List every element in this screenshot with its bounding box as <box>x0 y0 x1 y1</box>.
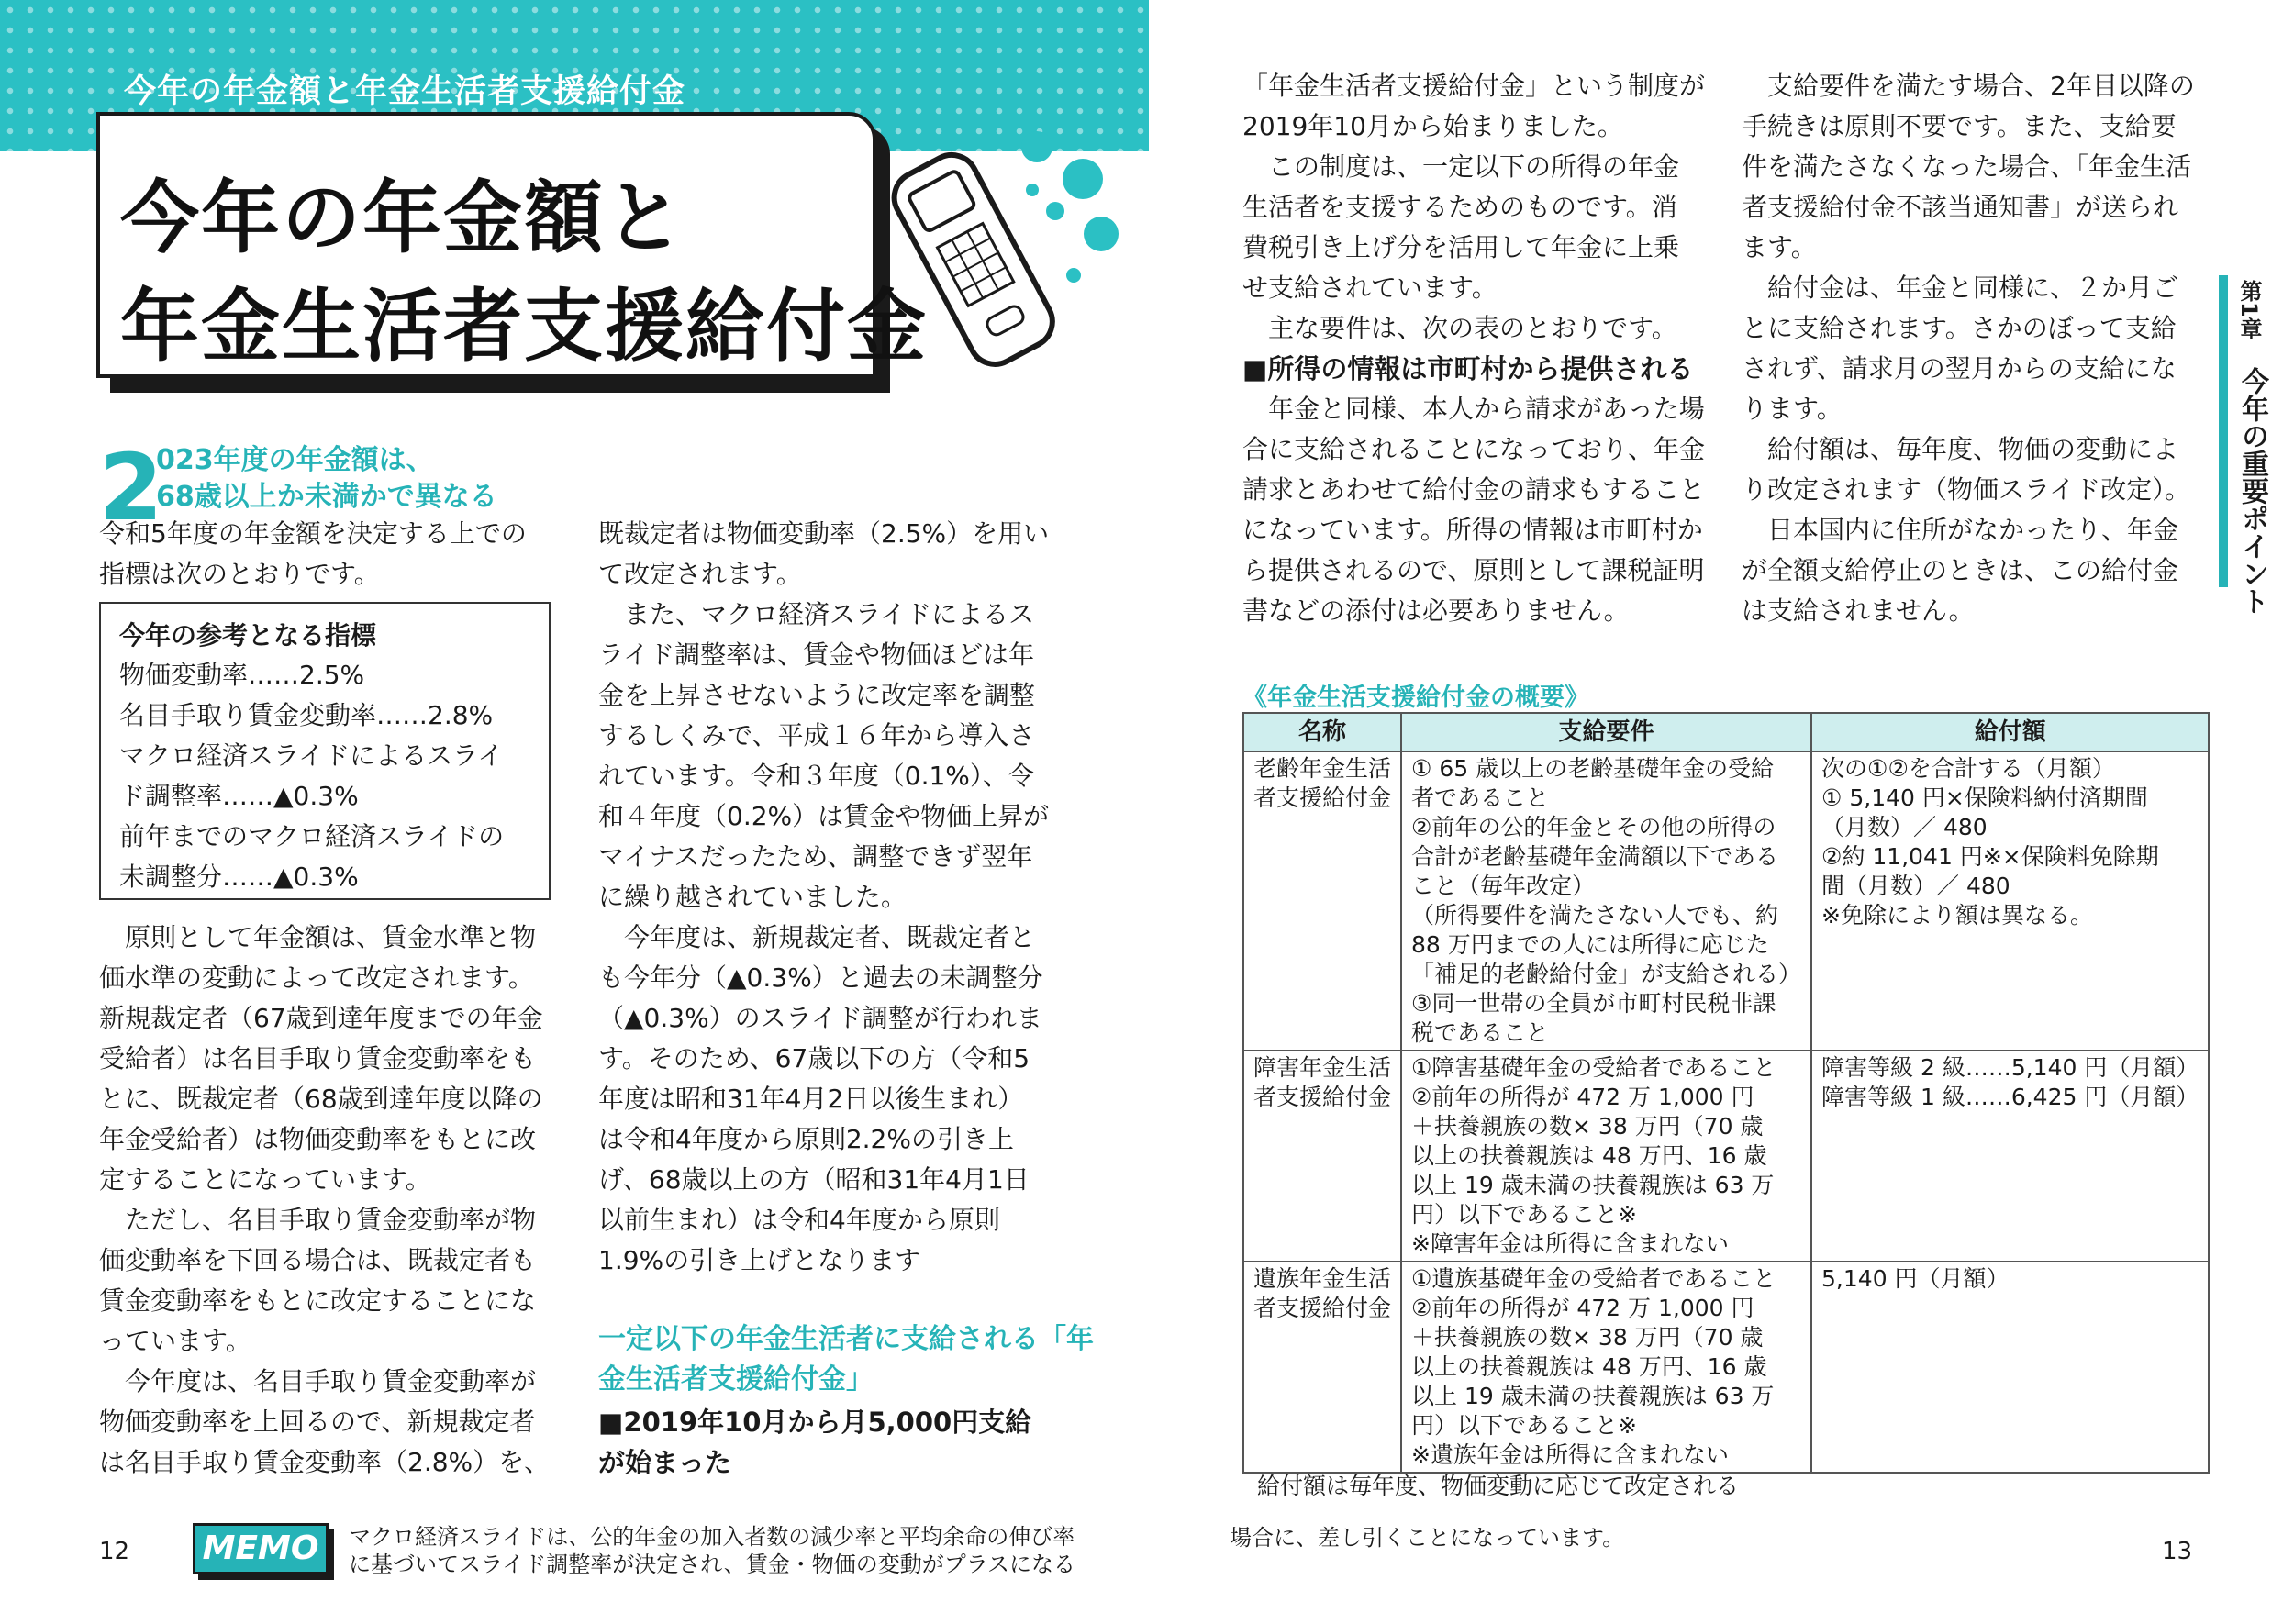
text-line: 指標は次のとおりです。 <box>99 559 380 589</box>
text-line: されず、請求月の翌月からの支給にな <box>1742 353 2177 384</box>
text-line: せ支給されています。 <box>1242 273 1498 303</box>
chapter-label: 今年の重要ポイント <box>2236 367 2268 615</box>
text-line: っています。 <box>99 1326 251 1356</box>
page-number-left: 12 <box>99 1538 130 1565</box>
text-line: 1.9%の引き上げとなります <box>598 1245 921 1275</box>
cell-name <box>1243 1262 1401 1473</box>
text-line: マイナスだったため、調整できず翌年 <box>598 841 1033 872</box>
text-line: ライド調整率は、賃金や物価ほどは年 <box>598 640 1035 670</box>
cell-line: ＋扶養親族の数× 38 万円（70 歳 <box>1411 1113 1764 1140</box>
section-number: 2 <box>99 434 163 541</box>
index-item: マクロ経済スライドによるスライ <box>119 740 504 771</box>
text-line: す。そのため、67歳以下の方（令和5 <box>598 1043 1030 1073</box>
cell-line: 遺族年金生活 <box>1253 1265 1392 1292</box>
cell-amount <box>1811 1051 2209 1262</box>
text-line: 給付額は、毎年度、物価の変動によ <box>1742 434 2179 464</box>
text-line: て改定されます。 <box>598 559 802 589</box>
cell-line: 障害等級 1 級……6,425 円（月額） <box>1821 1084 2199 1110</box>
page-title-line1: 今年の年金額と <box>120 172 685 264</box>
text-line: 生活者を支援するためのものです。消 <box>1242 192 1677 222</box>
index-item: 未調整分……▲0.3% <box>119 862 359 892</box>
text-line: 今年度は、新規裁定者、既裁定者と <box>598 922 1036 952</box>
memo-continuation: 場合に、差し引くことになっています。 <box>1230 1525 1625 1551</box>
table-row <box>1243 1051 2209 1262</box>
text-line: 者支援給付金不該当通知書」が送られ <box>1742 192 2179 222</box>
text-line: 給付金は、年金と同様に、２か月ご <box>1742 273 2179 303</box>
phone-illustration <box>876 115 1119 381</box>
intro-paragraph <box>99 514 527 595</box>
text-line: 定することになっています。 <box>99 1164 431 1195</box>
text-line: 金を上昇させないように改定率を調整 <box>598 680 1036 710</box>
cell-line: 者支援給付金 <box>1253 1295 1392 1321</box>
cell-line: 者であること <box>1411 784 1550 811</box>
column-header: 名称 <box>1243 713 1401 751</box>
cell-requirement <box>1401 1262 1811 1473</box>
cell-line: ②前年の公的年金とその他の所得の <box>1411 814 1776 840</box>
cell-line: ②前年の所得が 472 万 1,000 円 <box>1411 1295 1754 1321</box>
right-col2-body <box>1742 66 2195 631</box>
right-col1-subheading: ■所得の情報は市町村から提供される <box>1242 353 1694 384</box>
deco-bubble <box>1066 268 1081 283</box>
section-heading-line1: 023年度の年金額は、 <box>156 444 434 476</box>
text-line: れています。令和３年度（0.1%）、令 <box>598 761 1034 791</box>
deco-bubble <box>1084 217 1119 251</box>
cell-line: 間（月数）／ 480 <box>1821 873 2010 899</box>
band-title: 今年の年金額と年金生活者支援給付金 <box>124 73 686 110</box>
column-header: 支給要件 <box>1401 713 1811 751</box>
section2-sub-line2: が始まった <box>598 1447 732 1478</box>
text-line: ます。 <box>1742 232 1817 262</box>
text-line: 2019年10月から始まりました。 <box>1242 111 1623 141</box>
text-line: 受給者）は名目手取り賃金変動率をも <box>99 1043 537 1073</box>
text-line: 年度は昭和31年4月2日以後生まれ） <box>598 1084 1024 1114</box>
cell-line: 以上の扶養親族は 48 万円、16 歳 <box>1411 1353 1767 1380</box>
left-col2-body <box>598 514 1049 1281</box>
cell-line: 者支援給付金 <box>1253 1084 1392 1110</box>
phone-body <box>885 146 1062 373</box>
left-col1-body <box>99 918 550 1483</box>
right-col1-body <box>1242 66 1705 631</box>
chapter-tab-bar <box>2219 275 2228 587</box>
text-line: 新規裁定者（67歳到達年度までの年金 <box>99 1003 543 1033</box>
text-line: げ、68歳以上の方（昭和31年4月1日 <box>598 1164 1030 1195</box>
text-line: とに支給されます。さかのぼって支給 <box>1742 313 2177 343</box>
cell-line: ① 65 歳以上の老齢基礎年金の受給 <box>1411 755 1775 782</box>
cell-line: 「補足的老齢給付金」が支給される） <box>1411 961 1802 987</box>
text-line: 書などの添付は必要ありません。 <box>1242 595 1630 626</box>
title-box <box>96 112 928 378</box>
section-heading-line2: 68歳以上か未満かで異なる <box>156 481 497 513</box>
memo-line1: マクロ経済スライドは、公的年金の加入者数の減少率と平均余命の伸び率 <box>349 1524 1075 1550</box>
cell-line: ＋扶養親族の数× 38 万円（70 歳 <box>1411 1324 1764 1351</box>
deco-bubble <box>1021 131 1052 162</box>
table-row <box>1243 751 2209 1051</box>
text-line: 日本国内に住所がなかったり、年金 <box>1742 515 2179 545</box>
cell-line: ① 5,140 円×保険料納付済期間 <box>1821 784 2148 811</box>
text-line: 今年度は、名目手取り賃金変動率が <box>99 1366 537 1396</box>
text-line: ります。 <box>1742 394 1843 424</box>
cell-requirement <box>1401 751 1811 1051</box>
cell-line: 者支援給付金 <box>1253 784 1392 811</box>
text-line: 既裁定者は物価変動率（2.5%）を用い <box>598 518 1050 549</box>
text-line: は名目手取り賃金変動率（2.8%）を、 <box>99 1447 551 1477</box>
cell-line: 以上 19 歳未満の扶養親族は 63 万 <box>1411 1383 1775 1409</box>
section2-heading-line2: 金生活者支援給付金」 <box>598 1363 874 1396</box>
cell-line: 円）以下であること※ <box>1411 1201 1637 1228</box>
cell-line: ①障害基礎年金の受給者であること <box>1411 1054 1776 1081</box>
cell-line: ②前年の所得が 472 万 1,000 円 <box>1411 1084 1754 1110</box>
text-line: 価変動率を下回る場合は、既裁定者も <box>99 1245 537 1275</box>
text-line: この制度は、一定以下の所得の年金 <box>1242 151 1680 182</box>
text-line: するしくみで、平成１６年から導入さ <box>598 720 1035 751</box>
cell-line: 次の①②を合計する（月額） <box>1821 755 2115 782</box>
text-line: 費税引き上げ分を活用して年金に上乗 <box>1242 232 1680 262</box>
table-header-row <box>1243 713 2209 751</box>
cell-line: 障害等級 2 級……5,140 円（月額） <box>1821 1054 2199 1081</box>
text-line: ただし、名目手取り賃金変動率が物 <box>99 1205 537 1235</box>
cell-line: ※免除により額は異なる。 <box>1821 902 2093 929</box>
text-line: （▲0.3%）のスライド調整が行われま <box>598 1003 1042 1033</box>
text-line: 令和5年度の年金額を決定する上での <box>99 518 527 549</box>
cell-line: ※遺族年金は所得に含まれない <box>1411 1441 1729 1468</box>
text-line: 手続きは原則不要です。また、支給要 <box>1742 111 2177 141</box>
text-line: また、マクロ経済スライドによるス <box>598 599 1035 629</box>
cell-line: ①遺族基礎年金の受給者であること <box>1411 1265 1776 1292</box>
section2-sub-line1: ■2019年10月から月5,000円支給 <box>598 1407 1032 1438</box>
table-row <box>1243 1262 2209 1473</box>
text-line: 和４年度（0.2%）は賃金や物価上昇が <box>598 801 1050 831</box>
text-line: 請求とあわせて給付金の請求もすること <box>1242 474 1706 505</box>
deco-bubble <box>1046 202 1064 220</box>
text-line: 賃金変動率をもとに改定することにな <box>99 1285 537 1316</box>
cell-line: ②約 11,041 円※×保険料免除期 <box>1821 843 2159 870</box>
cell-line: （月数）／ 480 <box>1821 814 1988 840</box>
cell-line: こと（毎年改定） <box>1411 873 1596 899</box>
text-line: に繰り越されていました。 <box>598 882 908 912</box>
cell-line: 税であること <box>1411 1019 1550 1046</box>
cell-amount <box>1811 751 2209 1051</box>
cell-line: 障害年金生活 <box>1253 1054 1392 1081</box>
cell-line: 以上 19 歳未満の扶養親族は 63 万 <box>1411 1172 1775 1198</box>
cell-line: ※障害年金は所得に含まれない <box>1411 1230 1729 1257</box>
deco-bubble <box>1063 159 1103 199</box>
cell-line: 88 万円までの人には所得に応じた <box>1411 931 1769 958</box>
text-line: 件を満たさなくなった場合、「年金生活 <box>1742 151 2192 182</box>
deco-bubble <box>1026 184 1039 196</box>
text-line: 価水準の変動によって改定されます。 <box>99 962 534 993</box>
cell-name <box>1243 1051 1401 1262</box>
index-item: 物価変動率……2.5% <box>119 660 365 690</box>
text-line: は支給されません。 <box>1742 595 1975 626</box>
index-box <box>99 602 551 900</box>
chapter-number: 第1章 <box>2236 280 2262 339</box>
cell-amount <box>1811 1262 2209 1473</box>
text-line: は令和4年度から原則2.2%の引き上 <box>598 1124 1014 1154</box>
cell-line: （所得要件を満たさない人でも、約 <box>1411 902 1779 929</box>
page-number-right: 13 <box>2162 1538 2193 1565</box>
text-line: 原則として年金額は、賃金水準と物 <box>99 922 537 952</box>
section2-heading-line1: 一定以下の年金生活者に支給される「年 <box>598 1323 1094 1355</box>
memo-line2: に基づいてスライド調整率が決定され、賃金・物価の変動がプラスになる <box>349 1552 1075 1577</box>
index-item: ド調整率……▲0.3% <box>119 781 359 811</box>
table-note: 給付額は毎年度、物価変動に応じて改定される <box>1257 1473 1740 1499</box>
benefit-table <box>1242 712 2210 1474</box>
index-item: 前年までのマクロ経済スライドの <box>119 821 505 851</box>
text-line: 合に支給されることになっており、年金 <box>1242 434 1706 464</box>
text-line: 支給要件を満たす場合、2年目以降の <box>1742 71 2195 101</box>
cell-requirement <box>1401 1051 1811 1262</box>
text-line: 以前生まれ）は令和4年度から原則 <box>598 1205 1000 1235</box>
text-line: 年金と同様、本人から請求があった場 <box>1242 394 1705 424</box>
memo-badge: MEMO <box>193 1523 329 1574</box>
table-caption: 《年金生活支援給付金の概要》 <box>1242 684 1589 712</box>
text-line: 物価変動率を上回るので、新規裁定者 <box>99 1407 536 1437</box>
page-title-line2: 年金生活者支援給付金 <box>120 281 928 373</box>
index-box-title: 今年の参考となる指標 <box>119 620 377 651</box>
text-line: り改定されます（物価スライド改定）。 <box>1742 474 2191 505</box>
cell-name <box>1243 751 1401 1051</box>
text-line: 「年金生活者支援給付金」という制度が <box>1242 71 1706 101</box>
text-line: とに、既裁定者（68歳到達年度以降の <box>99 1084 543 1114</box>
column-header: 給付額 <box>1811 713 2209 751</box>
text-line: が全額支給停止のときは、この給付金 <box>1742 555 2179 585</box>
text-line: 主な要件は、次の表のとおりです。 <box>1242 313 1677 343</box>
cell-line: 5,140 円（月額） <box>1821 1265 2010 1292</box>
text-line: も今年分（▲0.3%）と過去の未調整分 <box>598 962 1043 993</box>
index-item: 名目手取り賃金変動率……2.8% <box>119 700 494 730</box>
text-line: 年金受給者）は物価変動率をもとに改 <box>99 1124 537 1154</box>
cell-line: ③同一世帯の全員が市町村民税非課 <box>1411 990 1776 1017</box>
cell-line: 円）以下であること※ <box>1411 1412 1637 1439</box>
cell-line: 老齢年金生活 <box>1253 755 1392 782</box>
text-line: になっています。所得の情報は市町村か <box>1242 515 1703 545</box>
cell-line: 合計が老齢基礎年金満額以下である <box>1411 843 1779 870</box>
cell-line: 以上の扶養親族は 48 万円、16 歳 <box>1411 1142 1767 1169</box>
text-line: ら提供されるので、原則として課税証明 <box>1242 555 1705 585</box>
